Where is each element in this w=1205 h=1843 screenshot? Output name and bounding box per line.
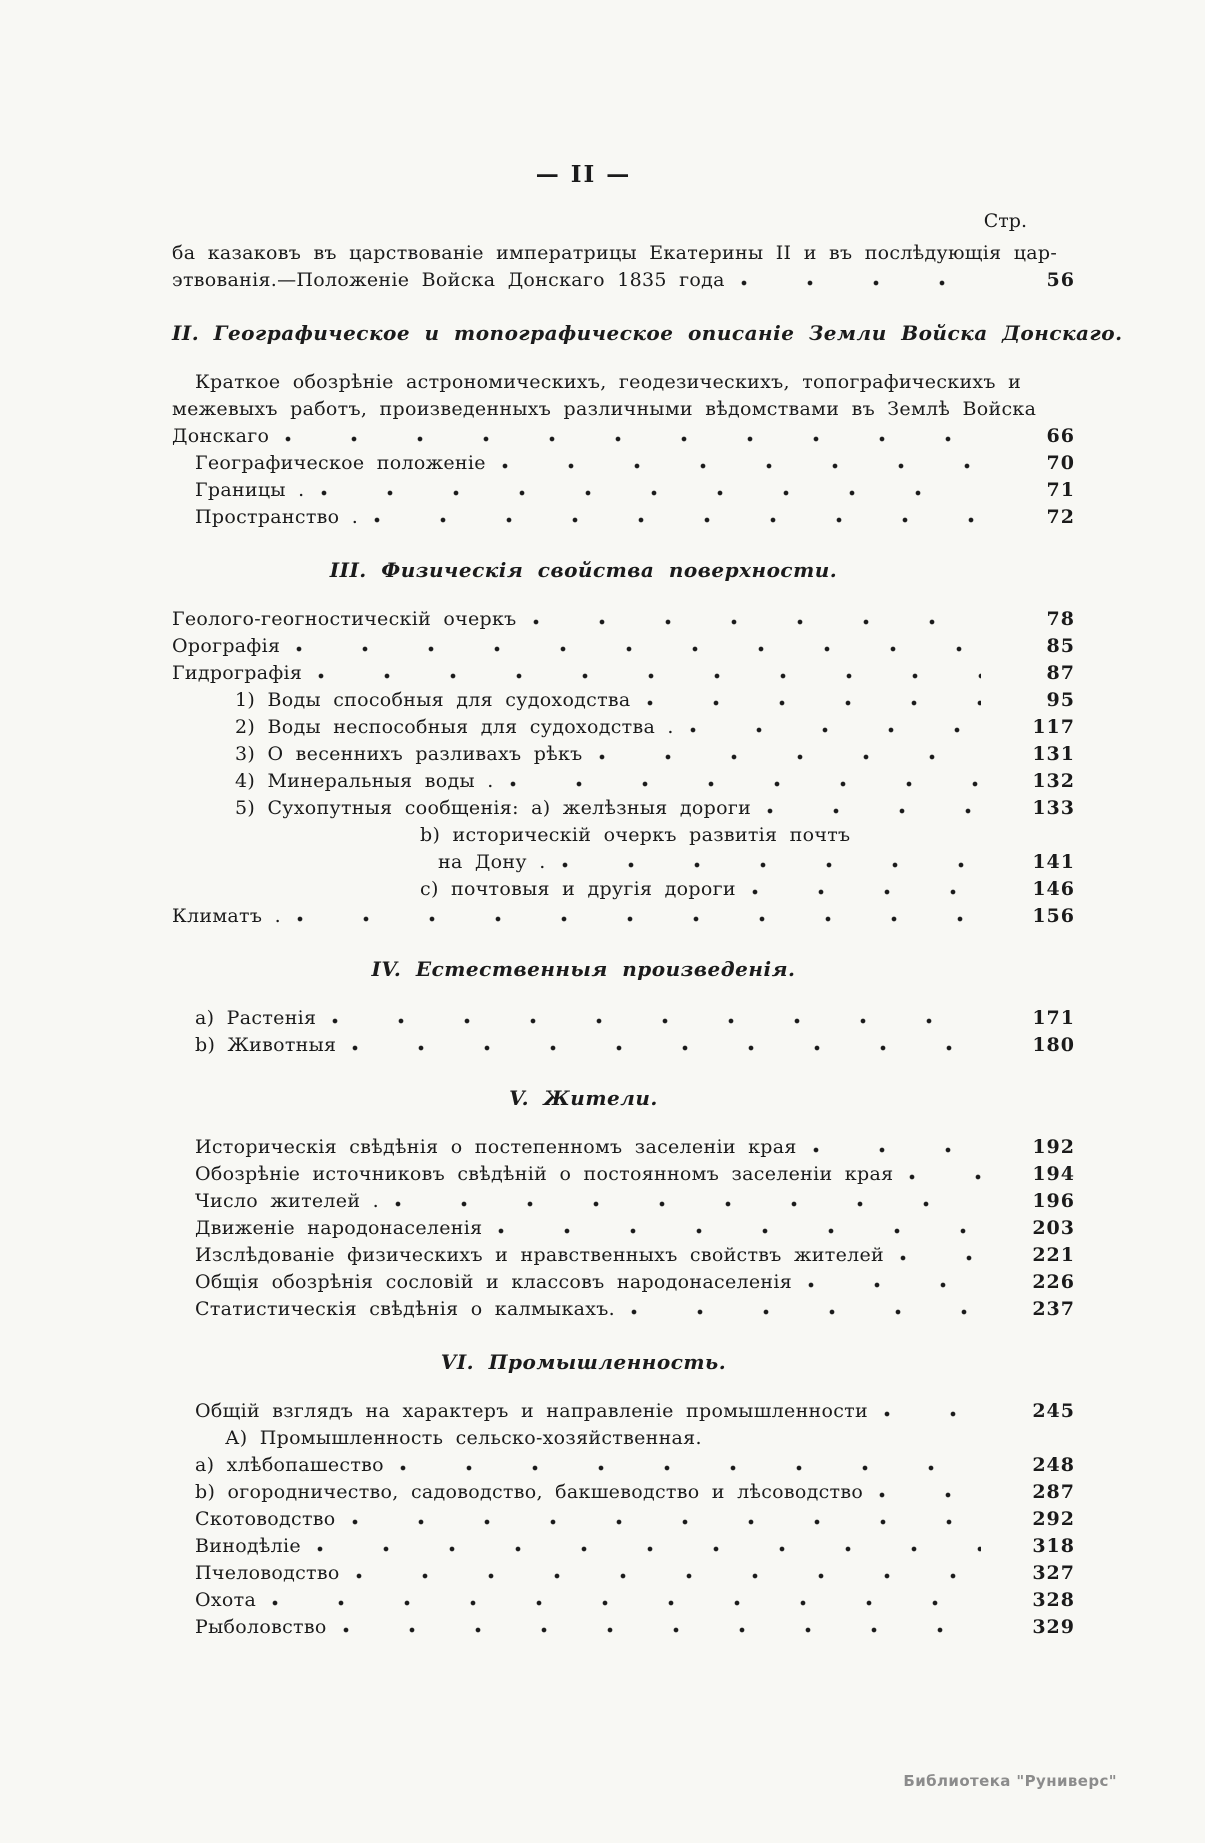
toc-row [172,1587,1075,1614]
leader-dots [321,489,981,498]
toc-entry-text: 5) Сухопутныя сообщенія: а) желѣзныя дороги [235,797,752,819]
leader-dots [752,888,981,897]
toc-entry-text: Геолого-геогностическій очеркъ [172,608,517,630]
leader-dots [510,780,981,789]
toc-entry-page: 318 [1032,1535,1075,1557]
toc-entry-text: Пчеловодство [195,1562,340,1584]
toc-entry-page: 221 [1032,1244,1075,1266]
toc-entry-text: 3) О весеннихъ разливахъ рѣкъ [235,743,583,765]
toc-row [172,1242,1075,1269]
toc-entry-page: 133 [1032,797,1075,819]
toc-entry-text: Пространство . [195,506,359,528]
toc-entry-text: 1) Воды способныя для судоходства [235,689,631,711]
toc-row [172,741,1075,768]
toc-entry-text: Охота [195,1589,257,1611]
leader-dots [599,753,981,762]
toc-row [172,504,1075,531]
toc-entry-text: Краткое обозрѣніе астрономическихъ, геодезическихъ, топографическихъ и [195,371,1022,393]
toc-entry-page: 71 [1046,479,1075,501]
toc-entry-page: 72 [1046,506,1075,528]
library-watermark: Библиотека "Руниверс" [903,1772,1117,1790]
toc-entry-text: Скотоводство [195,1508,336,1530]
toc-entry-page: 131 [1032,743,1075,765]
toc-row [172,423,1075,450]
toc-entry-page: 180 [1032,1034,1075,1056]
toc-entry-page: 78 [1046,608,1075,630]
leader-dots [395,1200,981,1209]
toc-entry-text: ба казаковъ въ царствованіе императрицы Екатерины II и въ послѣдующія цар- [172,242,1058,264]
toc-entry-text: Общія обозрѣнія сословій и классовъ народонаселенія [195,1271,793,1293]
toc-row [172,240,1075,267]
page-content [172,0,1123,1641]
toc-entry-page: 245 [1032,1400,1075,1422]
leader-dots [884,1410,981,1419]
toc-row [172,1215,1075,1242]
section-heading: V. Жители. [509,1086,658,1110]
toc-entry-text: межевыхъ работъ, произведенныхъ различными вѣдомствами въ Землѣ Войска [172,398,1037,420]
section-heading: VI. Промышленность. [440,1350,727,1374]
toc-entry-text: Гидрографія [172,662,303,684]
leader-dots [285,435,981,444]
toc-row [172,903,1075,930]
toc-entry-text: с) почтовыя и другія дороги [420,878,736,900]
toc-entry-text: 2) Воды неспособныя для судоходства . [235,716,674,738]
toc-entry-text: Историческія свѣдѣнія о постепенномъ заселеніи края [195,1136,797,1158]
toc-row [172,396,1075,423]
toc-entry-text: b) огородничество, садоводство, бакшеводство и лѣсоводство [195,1481,864,1503]
leader-dots [690,726,981,735]
toc-row [172,1452,1075,1479]
leader-dots [400,1464,981,1473]
toc-entry-text: Климатъ . [172,905,281,927]
toc-entry-text: Границы . [195,479,305,501]
toc-entry-page: 194 [1032,1163,1075,1185]
toc-row [172,795,1075,822]
toc-entry-text: Общій взглядъ на характеръ и направленіе промышленности [195,1400,868,1422]
section-heading: III. Физическія свойства поверхности. [329,558,838,582]
toc-entry-page: 56 [1046,269,1075,291]
toc-row [172,1188,1075,1215]
toc-entry-text: этвованія.—Положеніе Войска Донскаго 1835 года [172,269,725,291]
toc-entry-text: b) Животныя [195,1034,337,1056]
leader-dots [502,462,981,471]
toc-row [172,876,1075,903]
toc-row [172,822,1075,849]
toc-row [172,1161,1075,1188]
leader-dots [900,1254,981,1263]
toc-entry-text: Обозрѣніе источниковъ свѣдѣній о постоянномъ заселеніи края [195,1163,894,1185]
leader-dots [352,1044,981,1053]
toc-entry-page: 95 [1046,689,1075,711]
toc-row [172,267,1075,294]
toc-row [172,1398,1075,1425]
toc-entry-page: 156 [1032,905,1075,927]
toc-entry-page: 66 [1046,425,1075,447]
leader-dots [343,1626,981,1635]
toc-row [172,768,1075,795]
toc-entry-text: Географическое положеніе [195,452,486,474]
toc-entry-text: b) историческій очеркъ развитія почтъ [420,824,851,846]
leader-dots [909,1173,981,1182]
toc-entry-page: 146 [1032,878,1075,900]
page-number-header: — II — [535,161,632,188]
toc-row [172,1533,1075,1560]
leader-dots [317,1545,981,1554]
leader-dots [318,672,981,681]
leader-dots [808,1281,981,1290]
toc-entry-page: 226 [1032,1271,1075,1293]
leader-dots [332,1017,981,1026]
toc-entry-page: 87 [1046,662,1075,684]
toc-entry-text: Орографія [172,635,281,657]
toc-entry-page: 292 [1032,1508,1075,1530]
toc-entry-page: 203 [1032,1217,1075,1239]
toc-entry-page: 248 [1032,1454,1075,1476]
toc-row [172,633,1075,660]
toc-entry-text: Статистическія свѣдѣнія о калмыкахъ. [195,1298,616,1320]
toc-row [172,714,1075,741]
toc-row [172,369,1075,396]
toc-row [172,1614,1075,1641]
toc-row [172,477,1075,504]
toc-entry-page: 196 [1032,1190,1075,1212]
toc-row [172,450,1075,477]
leader-dots [533,618,981,627]
toc-entry-text: 4) Минеральныя воды . [235,770,494,792]
leader-dots [741,279,981,288]
toc-row [172,1032,1075,1059]
table-of-contents [172,240,1123,1641]
toc-row [172,606,1075,633]
leader-dots [813,1146,981,1155]
toc-entry-page: 132 [1032,770,1075,792]
toc-row [172,1296,1075,1323]
toc-row [172,1425,1075,1452]
toc-entry-page: 192 [1032,1136,1075,1158]
toc-entry-page: 329 [1032,1616,1075,1638]
leader-dots [352,1518,981,1527]
toc-row [172,660,1075,687]
section-heading: IV. Естественныя произведенія. [371,957,796,981]
toc-entry-text: Донскаго [172,425,270,447]
toc-entry-page: 327 [1032,1562,1075,1584]
toc-entry-page: 171 [1032,1007,1075,1029]
toc-entry-text: а) Растенія [195,1007,317,1029]
toc-entry-page: 328 [1032,1589,1075,1611]
toc-entry-page: 287 [1032,1481,1075,1503]
toc-entry-text: на Дону . [438,851,546,873]
toc-row [172,1479,1075,1506]
section-heading: II. Географическое и топографическое описаніе Земли Войска Донскаго. [172,321,1123,345]
leader-dots [297,915,981,924]
leader-dots [272,1599,981,1608]
toc-entry-page: 117 [1032,716,1075,738]
toc-row [172,1269,1075,1296]
toc-entry-page: 70 [1046,452,1075,474]
toc-entry-text: а) хлѣбопашество [195,1454,384,1476]
leader-dots [767,807,981,816]
leader-dots [374,516,981,525]
toc-row [172,1506,1075,1533]
toc-entry-page: 141 [1032,851,1075,873]
toc-entry-page: 237 [1032,1298,1075,1320]
toc-entry-text: Число жителей . [195,1190,379,1212]
toc-entry-page: 85 [1046,635,1075,657]
leader-dots [562,861,981,870]
toc-row [172,687,1075,714]
toc-row [172,849,1075,876]
leader-dots [647,699,981,708]
toc-row [172,1560,1075,1587]
leader-dots [296,645,981,654]
leader-dots [356,1572,981,1581]
leader-dots [498,1227,981,1236]
toc-entry-text: Рыболовство [195,1616,327,1638]
toc-row [172,1005,1075,1032]
toc-row [172,1134,1075,1161]
leader-dots [879,1491,981,1500]
leader-dots [631,1308,981,1317]
toc-entry-text: Винодѣліе [195,1535,301,1557]
toc-entry-text: А) Промышленность сельско-хозяйственная. [225,1427,702,1449]
toc-entry-text: Изслѣдованіе физическихъ и нравственныхъ свойствъ жителей [195,1244,885,1266]
page-column-label: Стр. [983,210,1027,232]
toc-entry-text: Движеніе народонаселенія [195,1217,483,1239]
